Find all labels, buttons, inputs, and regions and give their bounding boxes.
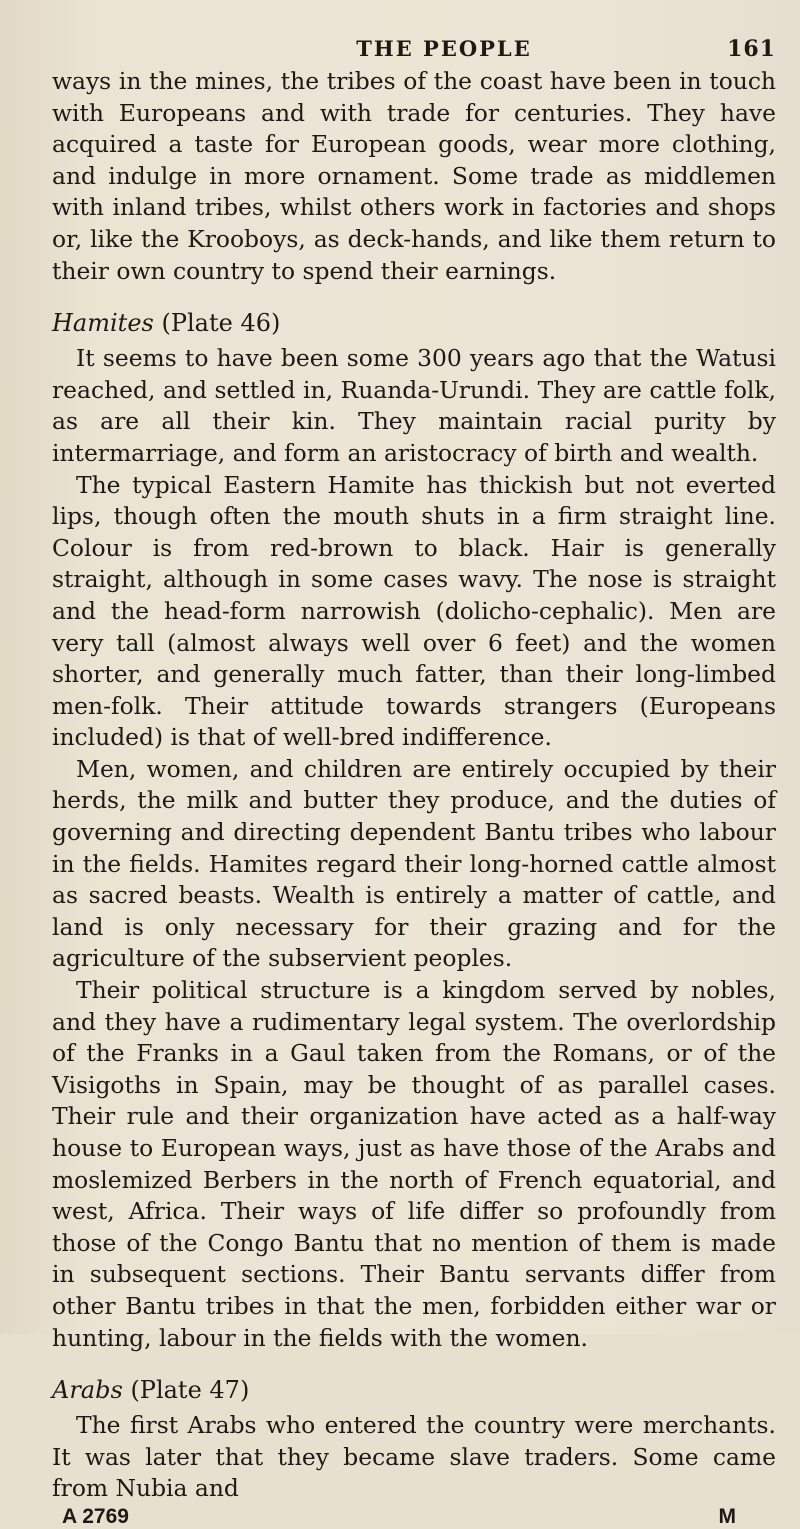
page-footer [52, 1505, 776, 1529]
paragraph: Their political structure is a kingdom served by nobles, and they have a rudimentary legal system. The overlordship of the Franks in a Gaul taken from the Romans, or of the Visigoths in Spain, may be thought of as parallel cases. Their rule and their organization have acted as a half-way house to European ways, just as have those of the Arabs and moslemized Berbers in the north of French equatorial, and west, Africa. Their ways of life differ so profoundly from those of the Congo Bantu that no mention of them is made in subsequent sections. Their Bantu servants differ from other Bantu tribes in that the men, forbidden either war or hunting, labour in the fields with the women. [52, 976, 776, 1352]
section-title: Hamites [52, 309, 154, 338]
paragraph-continued: ways in the mines, the tribes of the coast have been in touch with Europeans and with trade for centuries. They have acquired a taste for European goods, wear more clothing, and indulge in more ornament. Some trade as middlemen with inland tribes, whilst others work in factories and shops or, like the Krooboys, as deck-hands, and like them return to their own country to spend their earnings. [52, 67, 776, 285]
section-heading-arabs [52, 1374, 776, 1406]
section-title: Arabs [52, 1376, 123, 1405]
paragraph: Men, women, and children are entirely occupied by their herds, the milk and butter they produce, and the duties of governing and directing dependent Bantu tribes who labour in the fields. Hamites regard their long-horned cattle almost as sacred beasts. Wealth is entirely a matter of cattle, and land is only necessary for their grazing and for the agriculture of the subservient peoples. [52, 754, 776, 973]
gathering-letter: M [718, 1504, 736, 1528]
page-number: 161 [727, 36, 776, 62]
running-title: THE PEOPLE [356, 36, 532, 61]
paragraph: The first Arabs who entered the country were merchants. It was later that they became slave traders. Some came from Nubia and [52, 1411, 776, 1503]
plate-reference: (Plate 47) [130, 1376, 250, 1405]
signature-mark: A 2769 [62, 1504, 129, 1528]
paragraph: It seems to have been some 300 years ago that the Watusi reached, and settled in, Ruanda-Urundi. They are cattle folk, as are all their kin. They maintain racial purity by intermarriage, and form an aristocracy of birth and wealth. [52, 344, 776, 467]
body-text [52, 66, 776, 1505]
paragraph: The typical Eastern Hamite has thickish but not everted lips, though often the mouth shuts in a firm straight line. Colour is from red-brown to black. Hair is generally straight, although in some cases wavy. The nose is straight and the head-form narrowish (dolicho-cephalic). Men are very tall (almost always well over 6 feet) and the women shorter, and generally much fatter, than their long-limbed men-folk. Their attitude towards strangers (Europeans included) is that of well-bred indifference. [52, 470, 776, 752]
section-heading-hamites [52, 307, 776, 339]
running-head [52, 36, 776, 66]
plate-reference: (Plate 46) [161, 309, 281, 338]
